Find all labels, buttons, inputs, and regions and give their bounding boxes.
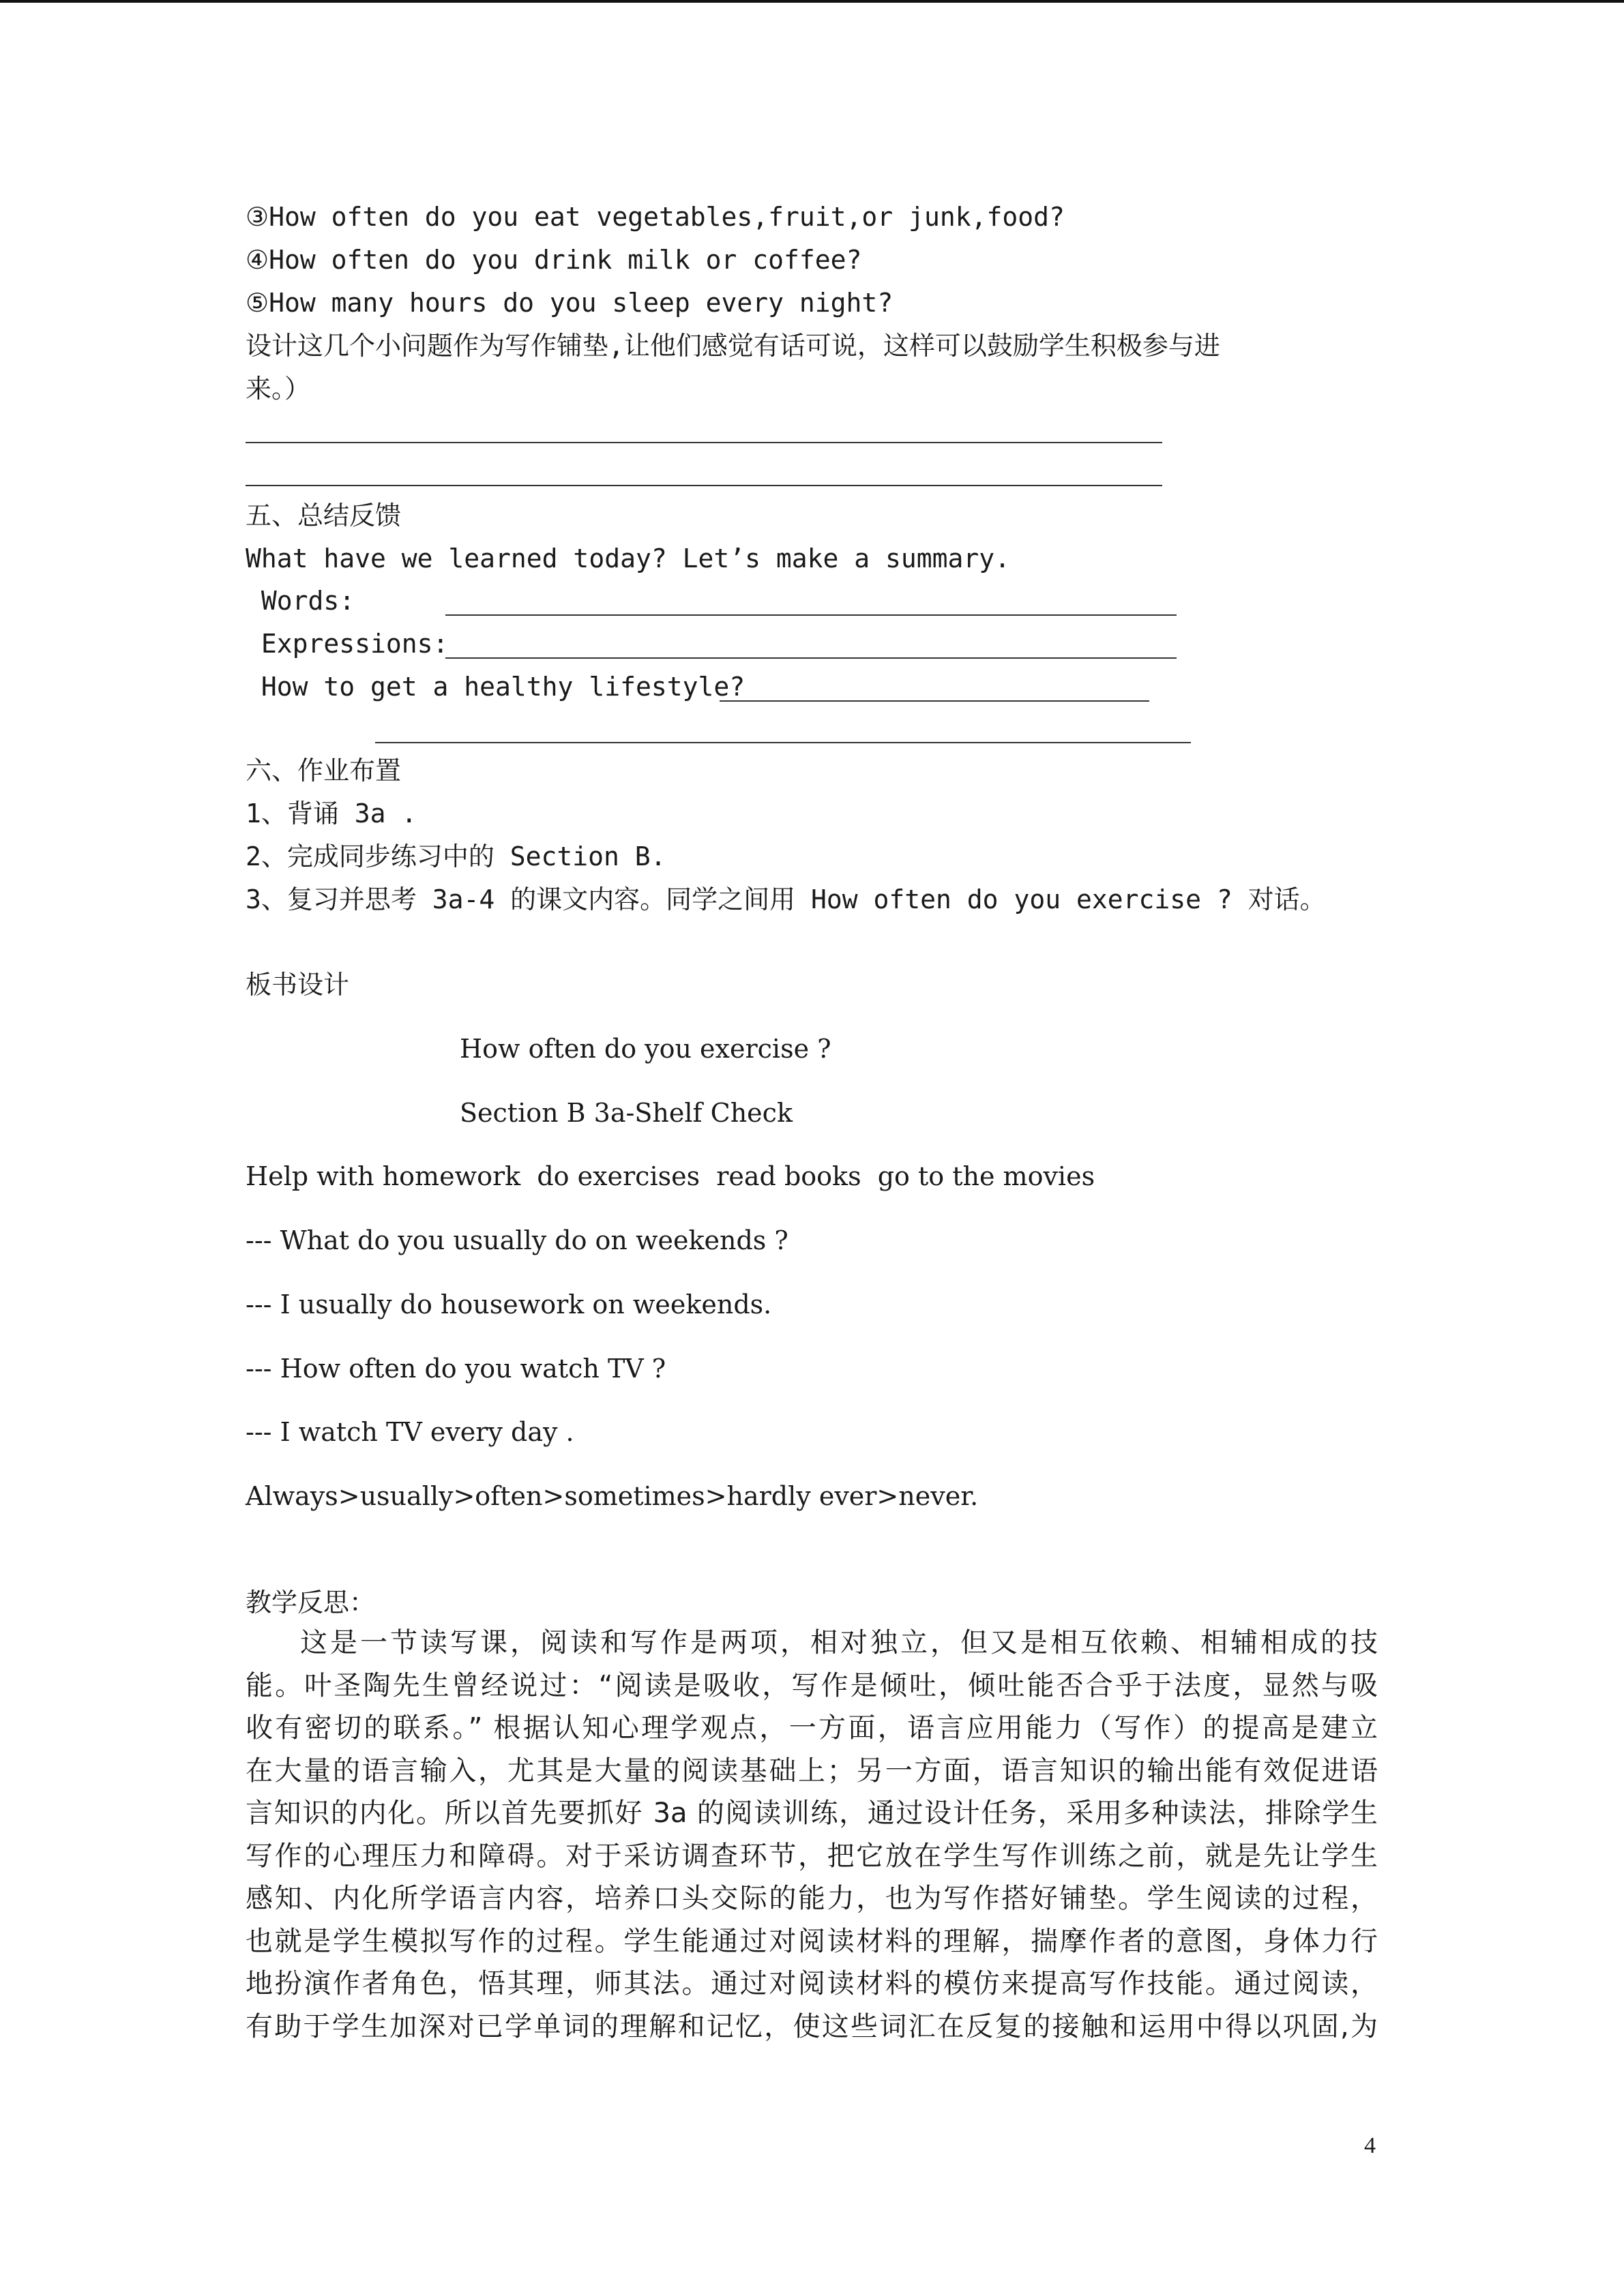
reflection-line: 收有密切的联系。” 根据认知心理学观点，一方面，语言应用能力（写作）的提高是建立: [246, 1712, 1378, 1744]
board-heading: 板书设计: [246, 970, 350, 1000]
page-top-border: [0, 0, 1624, 3]
board-subtitle: Section B 3a-Shelf Check: [460, 1098, 793, 1128]
board-title: How often do you exercise ?: [460, 1034, 831, 1064]
words-blank: [445, 614, 1177, 616]
reflection-line: 在大量的语言输入，尤其是大量的阅读基础上；另一方面，语言知识的输出能有效促进语: [246, 1755, 1378, 1787]
summary-heading: 五、总结反馈: [246, 501, 402, 531]
question-3: ③How often do you eat vegetables,fruit,or junk,food?: [246, 202, 1065, 232]
reflection-line: 有助于学生加深对已学单词的理解和记忆，使这些词汇在反复的接触和运用中得以巩固,为: [246, 2010, 1378, 2042]
lifestyle-blank-2: [375, 742, 1191, 743]
reflection-line: 能。叶圣陶先生曾经说过：“阅读是吸收，写作是倾吐，倾吐能否合乎于法度，显然与吸: [246, 1669, 1378, 1701]
blank-line: [246, 442, 1162, 443]
reflection-line: 写作的心理压力和障碍。对于采访调查环节，把它放在学生写作训练之前，就是先让学生: [246, 1840, 1378, 1872]
reflection-line: 这是一节读写课，阅读和写作是两项，相对独立，但又是相互依赖、相辅相成的技: [300, 1627, 1378, 1658]
lifestyle-label: How to get a healthy lifestyle?: [246, 672, 745, 702]
dialog-line-3: --- How often do you watch TV ?: [246, 1354, 666, 1384]
board-phrases: Help with homework do exercises read books go to the movies: [246, 1161, 1095, 1191]
reflection-line: 地扮演作者角色，悟其理，师其法。通过对阅读材料的模仿来提高写作技能。通过阅读，: [246, 1968, 1378, 1999]
homework-item-2: 2、完成同步练习中的 Section B.: [246, 841, 666, 871]
design-note-line-1: 设计这几个小问题作为写作铺垫,让他们感觉有话可说，这样可以鼓励学生积极参与进: [246, 331, 1220, 361]
reflection-line: 言知识的内化。所以首先要抓好 3a 的阅读训练，通过设计任务，采用多种读法，排除学生: [246, 1798, 1378, 1829]
reflection-line: 也就是学生模拟写作的过程。学生能通过对阅读材料的理解，揣摩作者的意图，身体力行: [246, 1925, 1378, 1957]
question-5: ⑤How many hours do you sleep every night?: [246, 288, 894, 318]
question-4: ④How often do you drink milk or coffee?: [246, 245, 862, 275]
frequency-adverbs: Always>usually>often>sometimes>hardly ever>never.: [246, 1481, 979, 1511]
homework-item-1: 1、背诵 3a .: [246, 799, 417, 829]
dialog-line-1: --- What do you usually do on weekends ?: [246, 1225, 788, 1255]
expressions-label: Expressions:: [246, 629, 449, 659]
summary-prompt: What have we learned today? Let’s make a summary.: [246, 543, 1011, 573]
blank-line: [246, 485, 1162, 486]
homework-heading: 六、作业布置: [246, 756, 402, 786]
reflection-paragraph: [246, 1622, 1378, 2048]
reflection-heading: 教学反思：: [246, 1587, 376, 1617]
design-note-line-2: 来。）: [246, 374, 311, 404]
dialog-line-2: --- I usually do housework on weekends.: [246, 1289, 772, 1320]
words-label: Words:: [246, 586, 355, 616]
dialog-line-4: --- I watch TV every day .: [246, 1417, 574, 1447]
lifestyle-blank: [720, 700, 1149, 702]
reflection-line: 感知、内化所学语言内容，培养口头交际的能力，也为写作搭好铺垫。学生阅读的过程，: [246, 1883, 1378, 1914]
page-number: 4: [1364, 2133, 1376, 2158]
expressions-blank: [445, 657, 1177, 659]
homework-item-3: 3、复习并思考 3a-4 的课文内容。同学之间用 How often do you exercise ? 对话。: [246, 884, 1326, 914]
